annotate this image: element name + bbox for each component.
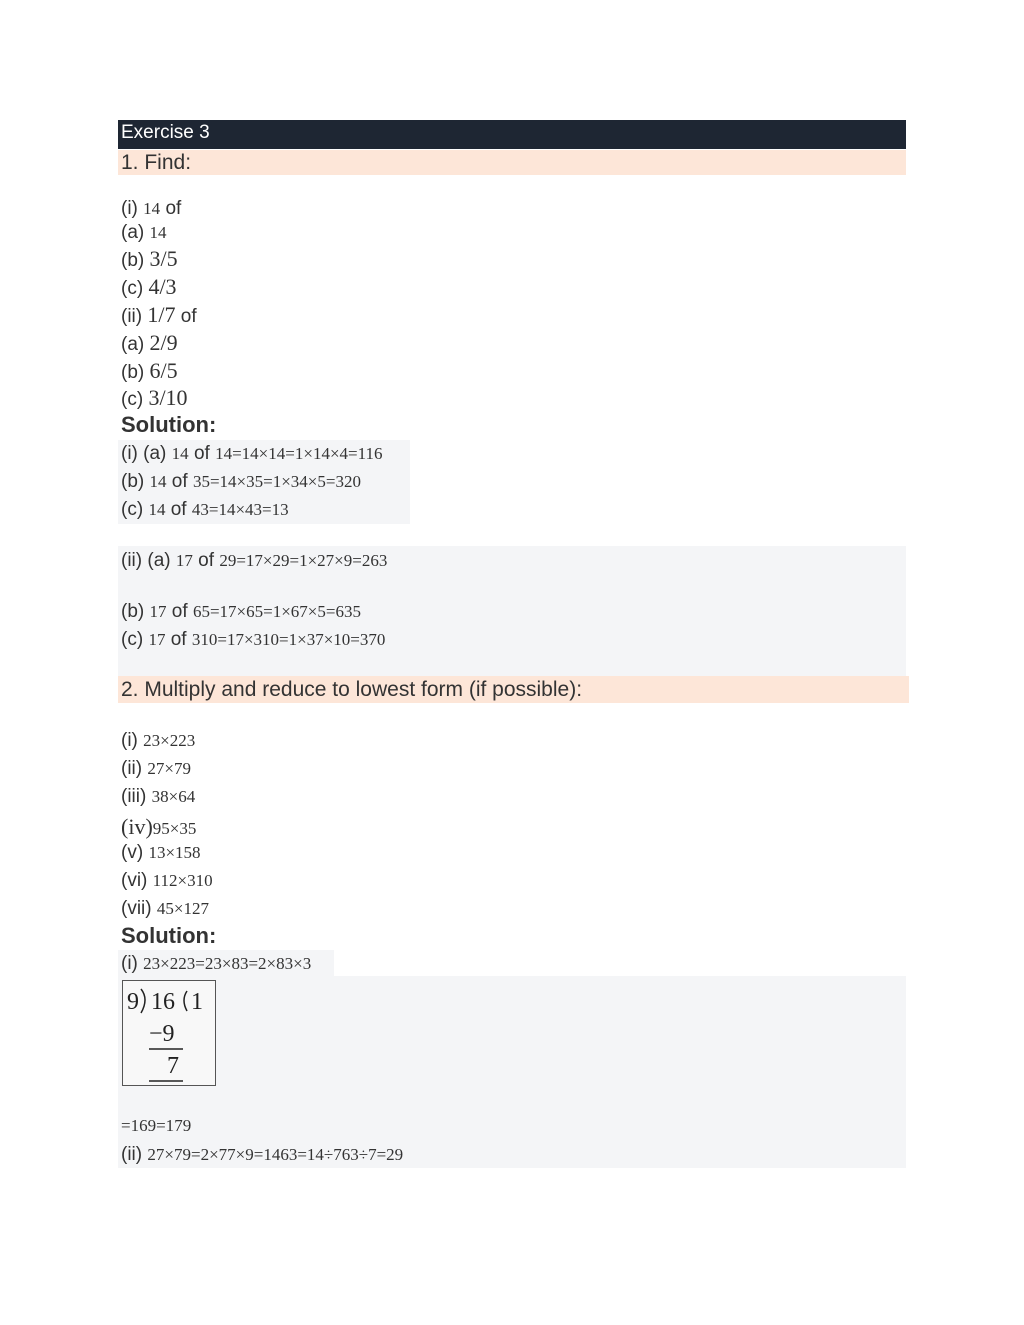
q1-solution-line: (c) 17 of 310=17×310=1×37×10=370 bbox=[121, 629, 386, 650]
division-bracket bbox=[141, 989, 145, 1013]
long-division-figure bbox=[122, 980, 216, 1086]
q1-solution-line: (c) 14 of 43=14×43=13 bbox=[121, 499, 289, 520]
q2-item: (iii) 38×64 bbox=[121, 786, 196, 807]
q1-item: (a) 2/9 bbox=[121, 330, 178, 355]
q2-item: (v) 13×158 bbox=[121, 842, 201, 863]
q2-solution-line: (ii) 27×79=2×77×9=1463=14÷763÷7=29 bbox=[121, 1144, 404, 1165]
q2-item: (vi) 112×310 bbox=[121, 870, 213, 891]
q1-solution-line: (ii) (a) 17 of 29=17×29=1×27×9=263 bbox=[121, 550, 388, 571]
q1-item: (ii) 1/7 of bbox=[121, 302, 197, 327]
q2-solution-line: =169=179 bbox=[121, 1116, 192, 1135]
q1-solution-line: (b) 14 of 35=14×35=1×34×5=320 bbox=[121, 471, 361, 492]
q1-item: (c) 3/10 bbox=[121, 385, 188, 410]
long-division-svg bbox=[123, 981, 214, 1084]
q2-item: (iv)95×35 bbox=[121, 814, 197, 839]
division-divisor: 9 bbox=[127, 989, 139, 1015]
exercise-content bbox=[118, 120, 906, 1165]
division-quotient-bracket bbox=[184, 991, 187, 1011]
q2-solution-line: (i) 23×223=23×83=2×83×3 bbox=[121, 953, 312, 974]
q1-item: (c) 4/3 bbox=[121, 274, 177, 299]
division-remainder: 7 bbox=[167, 1053, 179, 1079]
question-1-heading: 1. Find: bbox=[118, 150, 906, 175]
q1-solution-heading: Solution: bbox=[121, 412, 217, 437]
division-quotient: 1 bbox=[191, 989, 203, 1015]
question-2-heading: 2. Multiply and reduce to lowest form (if possible): bbox=[118, 676, 909, 703]
q1-solution-line: (i) (a) 14 of 14=14×14=1×14×4=116 bbox=[121, 443, 383, 464]
q2-solution-heading: Solution: bbox=[121, 923, 217, 948]
q2-item: (ii) 27×79 bbox=[121, 758, 191, 779]
q1-item: (b) 3/5 bbox=[121, 246, 178, 271]
solution-shade bbox=[118, 976, 906, 1168]
q1-item: (i) 14 of bbox=[121, 198, 182, 219]
division-dividend: 16 bbox=[151, 989, 175, 1015]
exercise-title: Exercise 3 bbox=[118, 120, 906, 149]
q2-item: (i) 23×223 bbox=[121, 730, 196, 751]
q2-item: (vii) 45×127 bbox=[121, 898, 209, 919]
q1-item: (a) 14 bbox=[121, 222, 167, 243]
q1-item: (b) 6/5 bbox=[121, 358, 178, 383]
division-subtract: −9 bbox=[149, 1021, 175, 1047]
q1-solution-line: (b) 17 of 65=17×65=1×67×5=635 bbox=[121, 601, 361, 622]
